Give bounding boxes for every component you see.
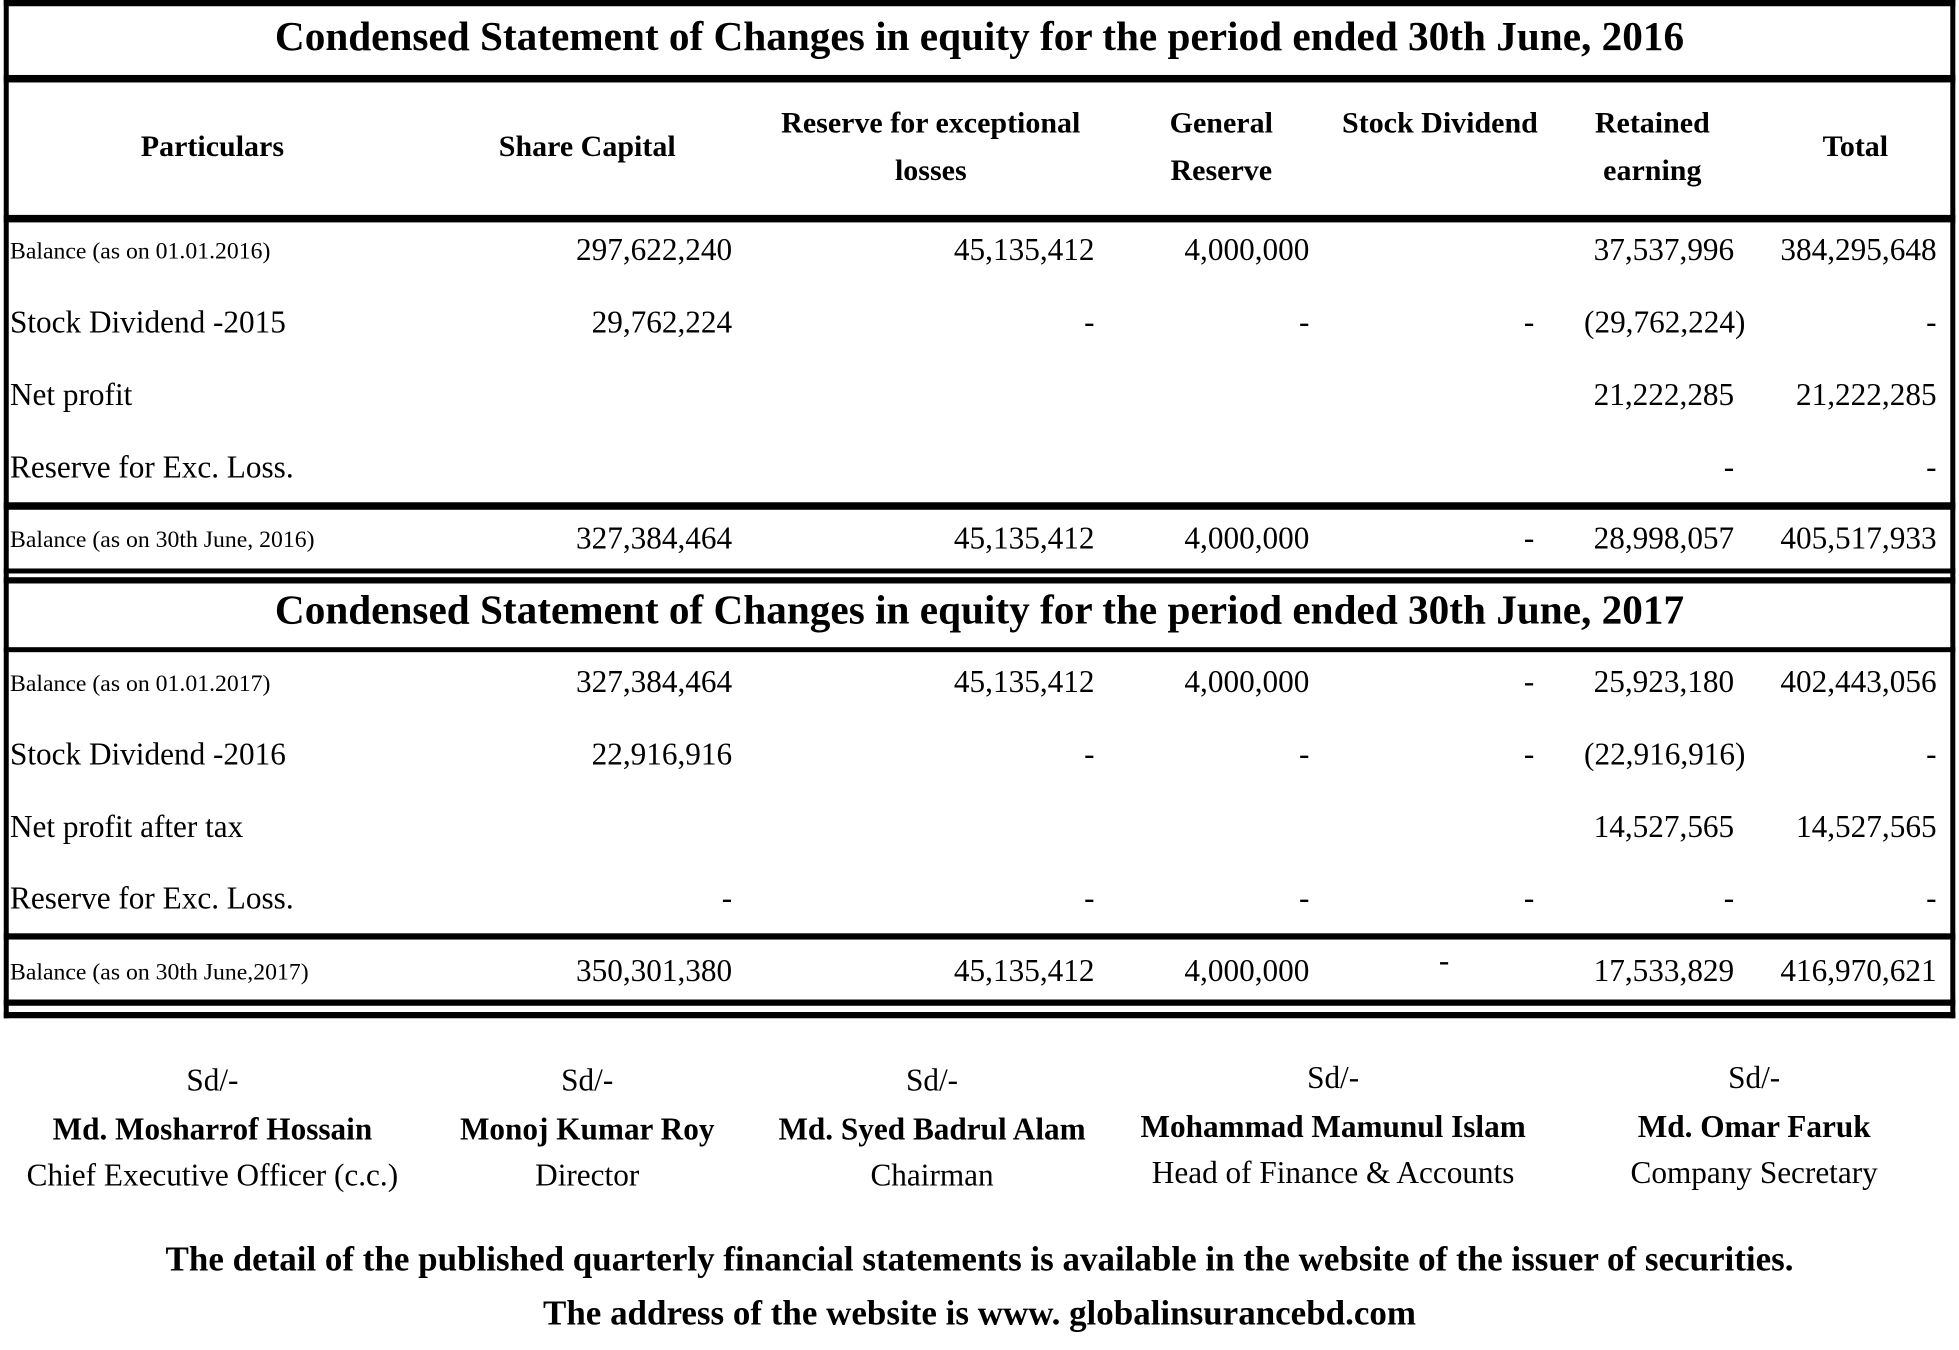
divider-line [4,568,1956,573]
signatory-name: Md. Omar Faruk [1637,1110,1871,1145]
row-label: Reserve for Exc. Loss. [9,451,294,485]
cell-value: - [1926,451,1937,485]
cell-value: 17,533,829 [1593,954,1735,989]
divider-line [4,1000,1956,1006]
cell-value: - [1298,306,1310,340]
signatory-name: Md. Mosharrof Hossain [52,1113,373,1147]
cell-value: - [1298,882,1310,916]
signatory-role: Chief Executive Officer (c.c.) [26,1159,399,1194]
cell-value: 4,000,000 [1184,233,1310,268]
divider-line [4,1012,1956,1018]
row-label: Reserve for Exc. Loss. [9,882,294,916]
signatory-role: Company Secretary [1630,1156,1878,1191]
cell-value: 297,622,240 [575,233,733,268]
row-label: Net profit after tax [9,810,244,845]
cell-value: - [1523,522,1535,556]
cell-value: 327,384,464 [575,522,733,556]
signatory-role: Director [535,1159,640,1194]
section-title: Condensed Statement of Changes in equity for the period ended 30th June, 2017 [274,588,1685,634]
footer-line-1: The detail of the published quarterly financial statements is available in the website of the issuer of securities. [165,1240,1794,1280]
cell-value: (29,762,224) [1584,306,1746,340]
divider-line [4,647,1956,652]
column-header: Total [1822,131,1889,164]
column-header: Particulars [140,131,285,164]
divider-line [4,75,1956,82]
cell-value: - [1084,306,1095,340]
signature-sd: Sd/- [906,1064,959,1099]
cell-value: 45,135,412 [953,954,1095,989]
cell-value: 14,527,565 [1593,810,1735,845]
row-label: Balance (as on 01.01.2017) [9,670,271,698]
cell-value: - [1438,944,1450,979]
cell-value: 37,537,996 [1593,233,1735,268]
cell-value: - [1723,882,1735,916]
cell-value: 21,222,285 [1593,378,1735,413]
row-label: Net profit [9,378,133,413]
cell-value: 45,135,412 [953,522,1095,556]
cell-value: 327,384,464 [575,665,733,700]
column-header: Reserve for exceptional losses [781,107,1081,188]
column-header: Share Capital [498,131,676,164]
cell-value: 28,998,057 [1593,522,1735,556]
signature-sd: Sd/- [1307,1061,1360,1096]
balance-label: Balance (as on 30th June, 2016) [9,527,315,554]
row-label: Stock Dividend -2016 [9,738,286,773]
cell-value: 25,923,180 [1593,665,1735,700]
cell-value: 45,135,412 [953,665,1095,700]
signatory-name: Monoj Kumar Roy [459,1113,715,1147]
row-label: Stock Dividend -2015 [9,306,286,340]
cell-value: - [1926,882,1937,916]
signature-sd: Sd/- [561,1064,614,1099]
signature-sd: Sd/- [1728,1061,1781,1096]
cell-value: 29,762,224 [591,306,733,340]
cell-value: - [1523,882,1535,916]
cell-value: 405,517,933 [1780,522,1937,556]
cell-value: 384,295,648 [1780,233,1937,268]
divider-line [4,577,1956,583]
cell-value: 4,000,000 [1184,522,1310,556]
signatory-name: Md. Syed Badrul Alam [778,1113,1086,1147]
cell-value: - [1523,665,1535,700]
cell-value: 22,916,916 [591,738,733,773]
cell-value: 416,970,621 [1780,954,1937,989]
balance-label: Balance (as on 30th June,2017) [9,959,309,986]
section-title: Condensed Statement of Changes in equity for the period ended 30th June, 2016 [274,14,1685,60]
row-label: Balance (as on 01.01.2016) [9,238,271,265]
cell-value: 14,527,565 [1796,810,1937,845]
divider-line [4,933,1956,939]
divider-line [4,0,1956,6]
border-right [1950,0,1955,1018]
column-header: Stock Dividend [1342,107,1538,140]
cell-value: 402,443,056 [1780,665,1937,700]
cell-value: 45,135,412 [953,233,1095,268]
cell-value: (22,916,916) [1584,738,1746,773]
column-header: General Reserve [1169,107,1273,188]
signatory-name: Mohammad Mamunul Islam [1140,1110,1526,1145]
cell-value: - [1926,738,1937,773]
cell-value: - [1084,738,1095,773]
cell-value: - [1084,882,1095,916]
column-header: Retained earning [1594,107,1710,188]
footer-line-2: The address of the website is www. globalinsurancebd.com [543,1294,1417,1334]
divider-line [4,502,1956,509]
cell-value: 350,301,380 [575,954,733,989]
signature-sd: Sd/- [186,1064,239,1099]
divider-line [4,215,1956,222]
signatory-role: Head of Finance & Accounts [1151,1156,1515,1191]
cell-value: - [721,882,733,916]
cell-value: - [1298,738,1310,773]
cell-value: 4,000,000 [1184,665,1310,700]
cell-value: 21,222,285 [1796,378,1937,413]
cell-value: - [1723,451,1735,485]
cell-value: 4,000,000 [1184,954,1310,989]
cell-value: - [1523,306,1535,340]
cell-value: - [1523,738,1535,773]
signatory-role: Chairman [870,1159,994,1194]
cell-value: - [1926,306,1937,340]
border-left [4,0,9,1018]
